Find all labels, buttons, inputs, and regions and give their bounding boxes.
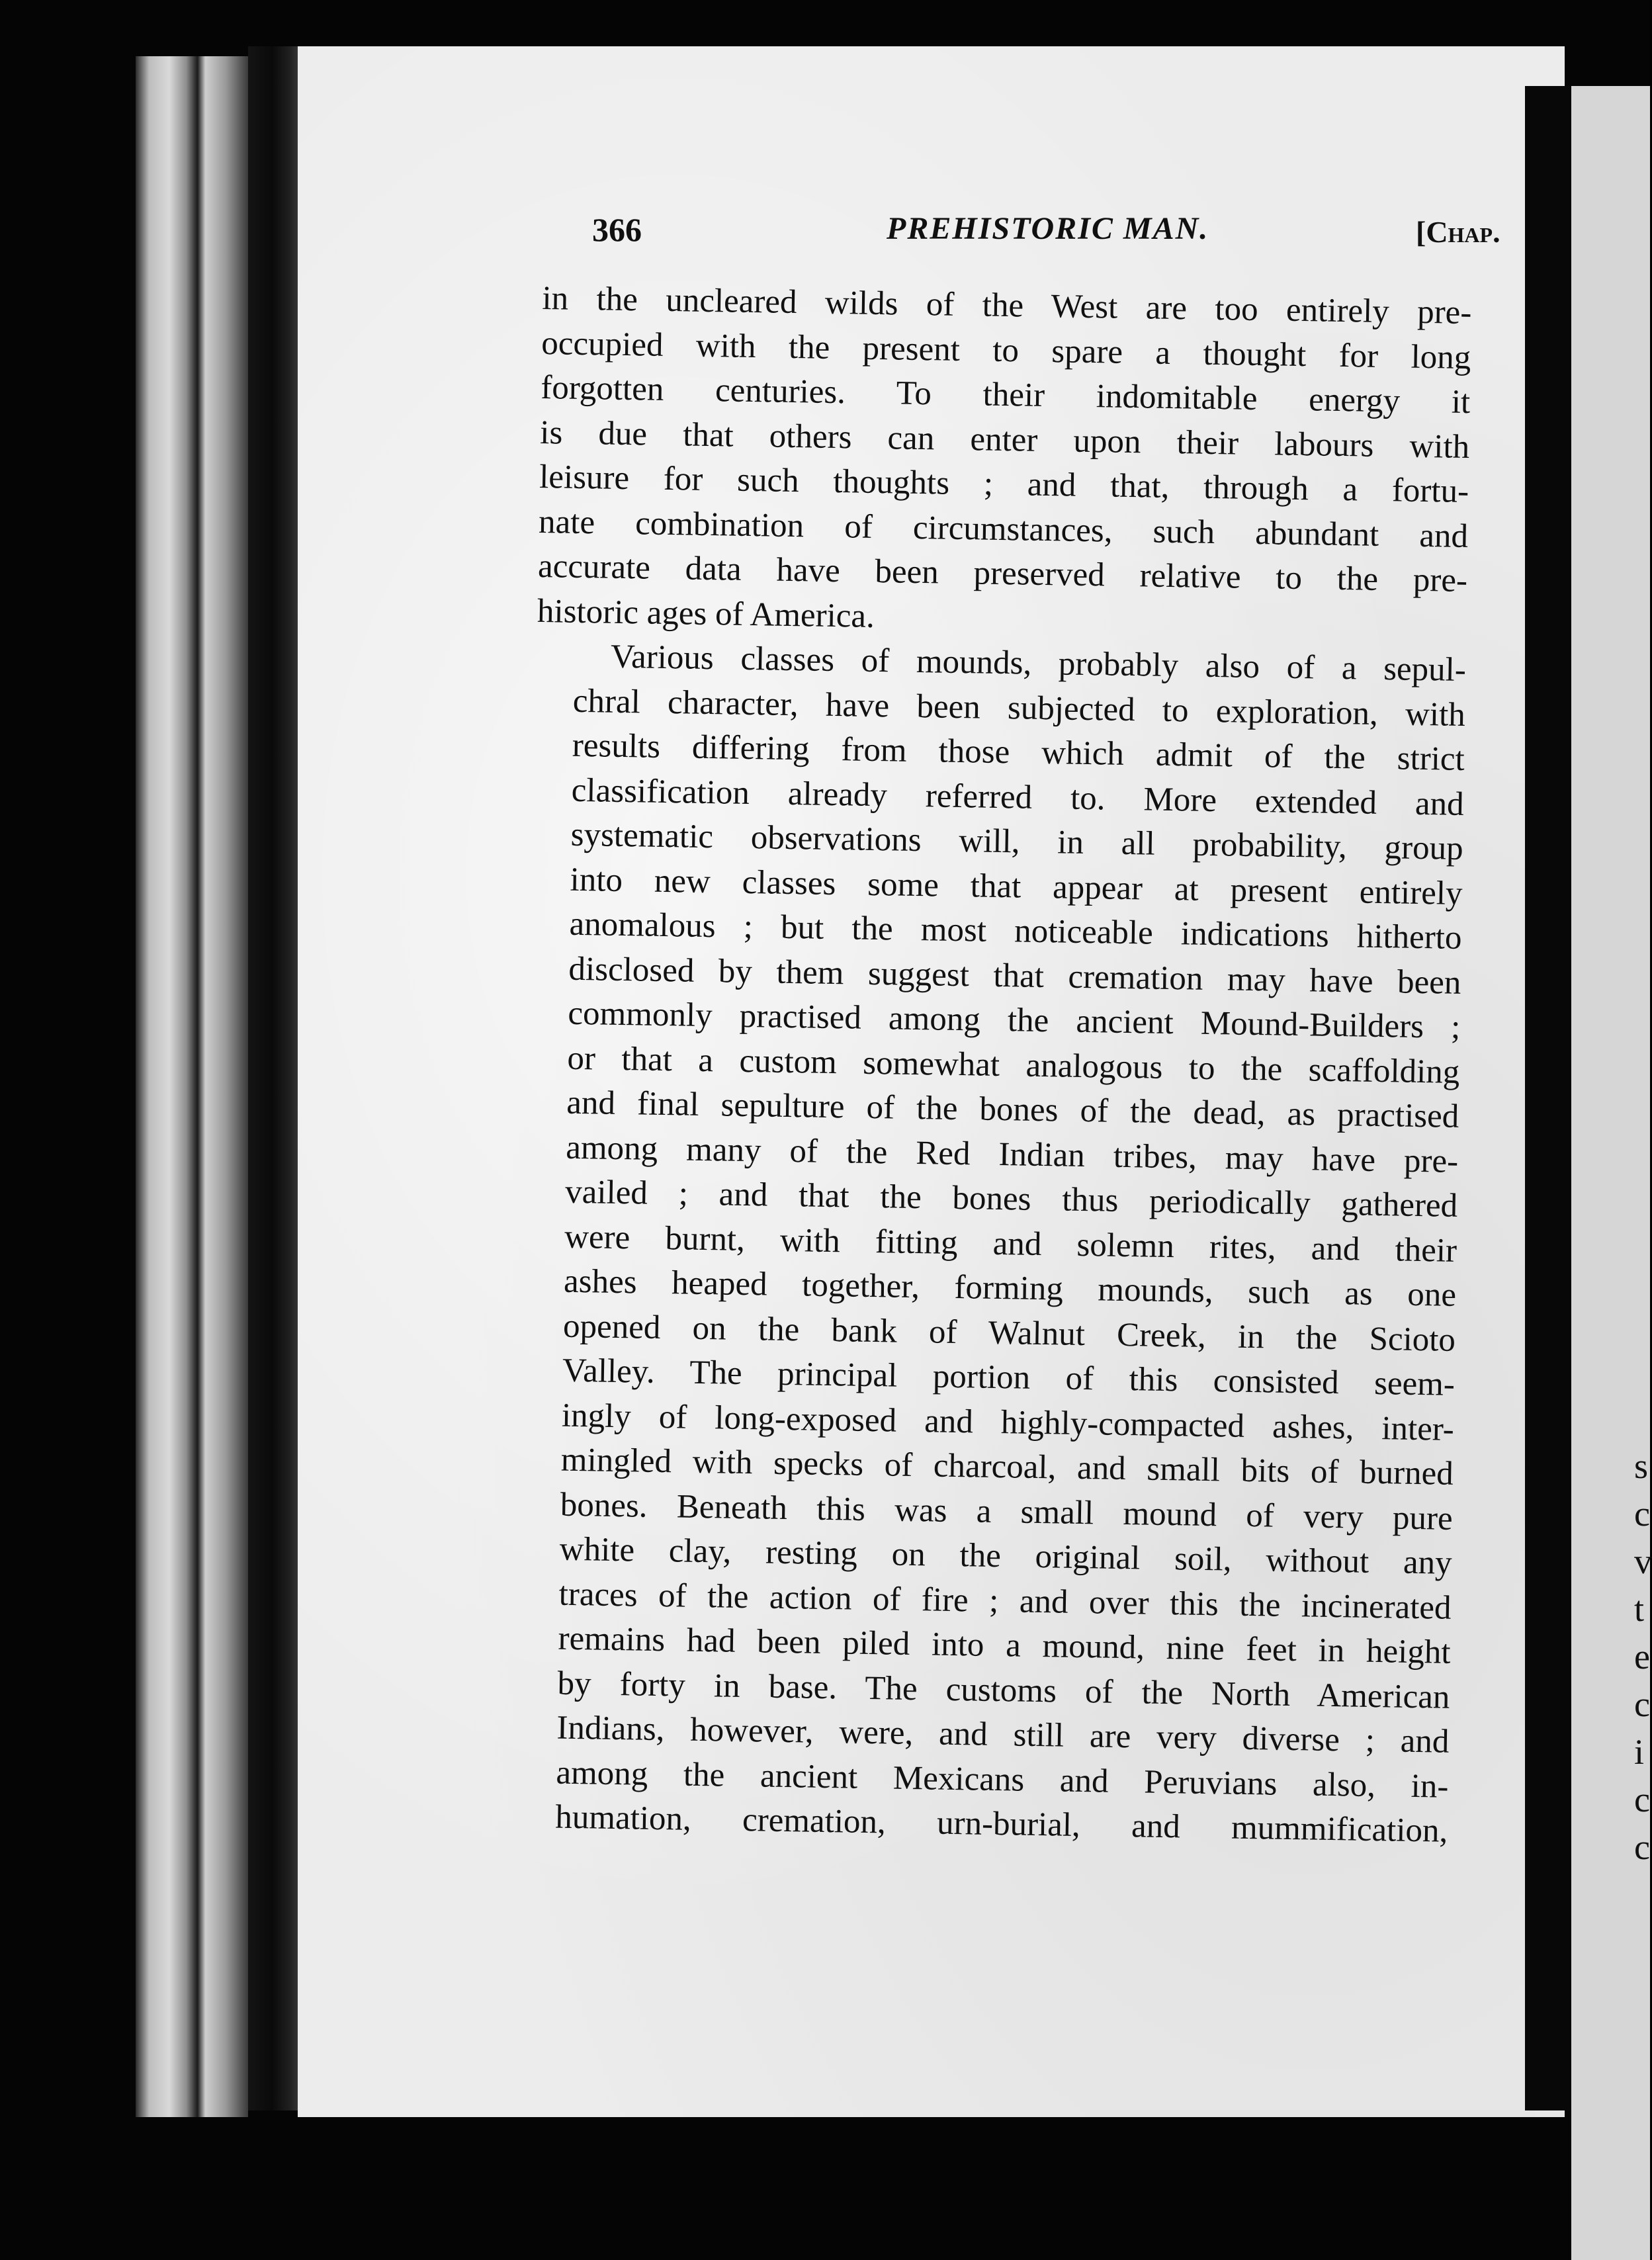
- text-line: commonly practised among the ancient Mound-Builders ;: [568, 994, 1461, 1046]
- text-line: vailed ; and that the bones thus periodically gathered: [564, 1173, 1458, 1225]
- paragraph: [537, 277, 1472, 648]
- text-line: ashes heaped together, forming mounds, such as one: [563, 1262, 1457, 1314]
- text-line: were burnt, with fitting and solemn rites, and their: [564, 1218, 1457, 1270]
- text-line: is due that others can enter upon their labours with: [539, 413, 1470, 466]
- text-line: into new classes some that appear at present entirely: [570, 861, 1463, 912]
- paragraph: [518, 634, 1466, 1854]
- text-line: nate combination of circumstances, such abundant and: [538, 503, 1469, 555]
- body-text: [518, 277, 1472, 1854]
- text-line: opened on the bank of Walnut Creek, in the Scioto: [562, 1307, 1456, 1359]
- text-line: leisure for such thoughts ; and that, through a fortu-: [539, 458, 1469, 511]
- facing-page-sliver: [1571, 86, 1650, 2260]
- text-line: Various classes of mounds, probably also of a sepul-: [610, 638, 1467, 689]
- text-line: disclosed by them suggest that cremation may have been: [568, 950, 1461, 1002]
- text-line: Valley. The principal portion of this consisted seem-: [562, 1352, 1456, 1403]
- text-line: classification already referred to. More extended and: [571, 771, 1465, 823]
- text-line: chral character, have been subjected to exploration, with: [572, 682, 1466, 734]
- text-line: remains had been piled into a mound, nine feet in height: [558, 1620, 1451, 1671]
- text-line: Indians, however, were, and still are very diverse ; and: [556, 1709, 1450, 1760]
- text-line: white clay, resting on the original soil, without any: [559, 1530, 1453, 1582]
- facing-page-text-fragment: s c v t e c i c c: [1634, 1446, 1652, 1867]
- text-line: among the ancient Mexicans and Peruvians also, in-: [556, 1754, 1449, 1805]
- book-edge-left: [136, 56, 248, 2117]
- text-line: mingled with specks of charcoal, and small bits of burned: [560, 1441, 1454, 1493]
- text-line: results differing from those which admit of the strict: [572, 726, 1465, 778]
- text-line: accurate data have been preserved relative to the pre-: [537, 547, 1468, 600]
- text-line: and final sepulture of the bones of the dead, as practised: [566, 1084, 1459, 1135]
- text-line: or that a custom somewhat analogous to the scaffolding: [567, 1039, 1460, 1091]
- text-line: forgotten centuries. To their indomitable energy it: [540, 369, 1471, 421]
- text-line: humation, cremation, urn-burial, and mummification,: [554, 1798, 1448, 1850]
- running-title: PREHISTORIC MAN.: [887, 211, 1209, 246]
- text-line: historic ages of America.: [537, 592, 875, 635]
- text-line: in the uncleared wilds of the West are too entirely pre-: [542, 279, 1472, 332]
- text-line: anomalous ; but the most noticeable indications hitherto: [569, 905, 1462, 957]
- text-line: bones. Beneath this was a small mound of very pure: [560, 1486, 1454, 1538]
- page-number: 366: [592, 211, 642, 248]
- text-line: traces of the action of fire ; and over this the incinerated: [558, 1575, 1452, 1627]
- page-gutter-shadow: [1525, 86, 1571, 2110]
- text-line: by forty in base. The customs of the North American: [557, 1665, 1450, 1716]
- text-line: occupied with the present to spare a thought for long: [541, 324, 1471, 376]
- running-header: [592, 210, 1518, 263]
- text-line: among many of the Red Indian tribes, may have pre-: [565, 1129, 1459, 1180]
- text-line: systematic observations will, in all probability, group: [570, 816, 1464, 867]
- chapter-label: [Chap.: [1416, 215, 1500, 249]
- text-line: ingly of long-exposed and highly-compacted ashes, inter-: [561, 1397, 1455, 1448]
